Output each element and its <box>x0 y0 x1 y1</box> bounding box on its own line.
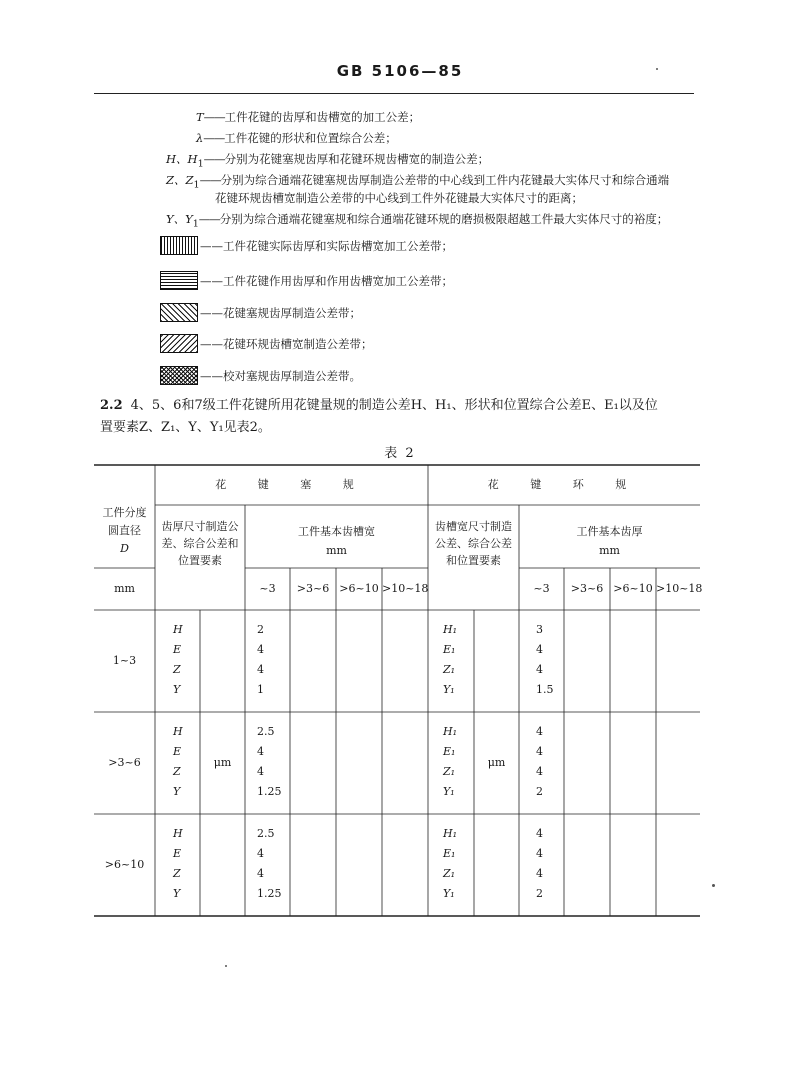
diagonal-hatch-icon <box>160 303 198 322</box>
plug-values: 2.5 4 4 1.25 <box>257 827 282 900</box>
paragraph-2-2 <box>100 395 700 439</box>
ring-symbols: H₁ E₁ Z₁ Y₁ <box>443 623 458 696</box>
plug-param-header: 齿厚尺寸制造公 差、综合公差和 位置要素 <box>161 520 239 567</box>
table-title: 表 2 <box>384 446 416 461</box>
plug-symbols: H E Z Y <box>173 725 183 798</box>
diagonal-hatch-reverse-icon <box>160 334 198 353</box>
range-header: >3~6 <box>296 582 330 595</box>
range-header: >3~6 <box>570 582 604 595</box>
definition-text: 分别为综合通端花键塞规齿厚制造公差带的中心线到工件内花键最大实体尺寸和综合通端 <box>220 173 670 187</box>
definition-H: H、$H_1——$分别为花键塞规齿厚和花键环规齿槽宽的制造公差； <box>166 152 490 170</box>
ring-symbols: H₁ E₁ Z₁ Y₁ <box>443 827 458 900</box>
paragraph-line: 置要素Z、Z₁、Y、Y₁见表2。 <box>100 420 271 435</box>
definition-subscript: 1 <box>193 179 200 191</box>
header-rule <box>94 93 694 94</box>
diameter-header: 工件分度 圆直径 D <box>102 506 147 555</box>
definition-symbol: T <box>196 110 204 124</box>
definition-text: 工件花键的齿厚和齿槽宽的加工公差； <box>224 110 421 124</box>
legend-item: ——校对塞规齿厚制造公差带。 <box>200 369 361 383</box>
diameter-value: >6~10 <box>104 858 145 871</box>
plug-values: 2 4 4 1 <box>257 623 264 696</box>
definition-subscript: 1 <box>192 218 199 230</box>
scan-speck <box>225 965 227 967</box>
vertical-hatch-icon <box>160 236 198 255</box>
ring-values: 4 4 4 2 <box>536 725 543 798</box>
definition-symbol: H、H <box>166 152 198 166</box>
definition-Y: Y、$Y_1——$分别为综合通端花键塞规和综合通端花键环规的磨损极限超越工件最大实体尺寸的裕度； <box>166 212 669 230</box>
plug-gauge-header: 花 键 塞 规 <box>215 478 368 491</box>
range-header: >10~18 <box>656 582 703 595</box>
paragraph-number: 2.2 <box>100 398 123 413</box>
diameter-value: 1~3 <box>112 654 137 667</box>
definition-symbol: Z、Z <box>166 173 194 187</box>
range-header: >6~10 <box>613 582 653 595</box>
plug-symbols: H E Z Y <box>173 623 183 696</box>
definition-symbol: λ <box>196 131 204 145</box>
definition-text: 分别为综合通端花键塞规和综合通端花键环规的磨损极限超越工件最大实体尺寸的裕度； <box>219 212 669 226</box>
plug-width-header: 工件基本齿槽宽 mm <box>298 525 375 557</box>
paragraph-line: 4、5、6和7级工件花键所用花键量规的制造公差H、H₁、形状和位置综合公差E、E₁以及位 <box>130 398 658 413</box>
diameter-unit: mm <box>114 582 135 595</box>
ring-symbols: H₁ E₁ Z₁ Y₁ <box>443 725 458 798</box>
ring-values: 3 4 4 1.5 <box>536 623 554 696</box>
legend-item: ——花键塞规齿厚制造公差带； <box>200 306 361 320</box>
cross-hatch-icon <box>160 366 198 385</box>
document-header: GB 5106—85 <box>336 62 464 80</box>
scan-speck <box>656 68 658 70</box>
diameter-value: >3~6 <box>108 756 141 769</box>
ring-values: 4 4 4 2 <box>536 827 543 900</box>
definition-text: 分别为花键塞规齿厚和花键环规齿槽宽的制造公差； <box>224 152 490 166</box>
ring-param-header: 齿槽宽尺寸制造 公差、综合公差 和位置要素 <box>435 520 512 567</box>
definition-Z-continued <box>215 191 583 205</box>
range-header: >6~10 <box>339 582 379 595</box>
definition-text: 花键环规齿槽宽制造公差带的中心线到工件外花键最大实体尺寸的距离； <box>215 191 583 205</box>
range-header: ~3 <box>533 582 550 595</box>
plug-unit: μm <box>213 756 232 769</box>
legend-item: ——工件花键实际齿厚和实际齿槽宽加工公差带； <box>200 239 453 253</box>
definition-subscript: 1 <box>197 158 204 170</box>
ring-unit: μm <box>487 756 506 769</box>
definition-T: T——工件花键的齿厚和齿槽宽的加工公差； <box>196 110 421 124</box>
definition-symbol: Y、Y <box>166 212 193 226</box>
definition-Z: Z、$Z_1——$分别为综合通端花键塞规齿厚制造公差带的中心线到工件内花键最大实体尺寸和综合通端 <box>166 173 670 191</box>
ring-gauge-header: 花 键 环 规 <box>487 478 641 491</box>
definition-text: 工件花键的形状和位置综合公差； <box>224 131 397 145</box>
range-header: >10~18 <box>382 582 429 595</box>
range-header: ~3 <box>259 582 276 595</box>
scan-speck <box>712 884 715 887</box>
definition-lambda: λ——工件花键的形状和位置综合公差； <box>196 131 397 145</box>
legend-item: ——花键环规齿槽宽制造公差带； <box>200 337 373 351</box>
plug-values: 2.5 4 4 1.25 <box>257 725 282 798</box>
ring-thick-header: 工件基本齿厚 mm <box>576 525 643 557</box>
horizontal-hatch-icon <box>160 271 198 290</box>
plug-symbols: H E Z Y <box>173 827 183 900</box>
legend-item: ——工件花键作用齿厚和作用齿槽宽加工公差带； <box>200 274 453 288</box>
